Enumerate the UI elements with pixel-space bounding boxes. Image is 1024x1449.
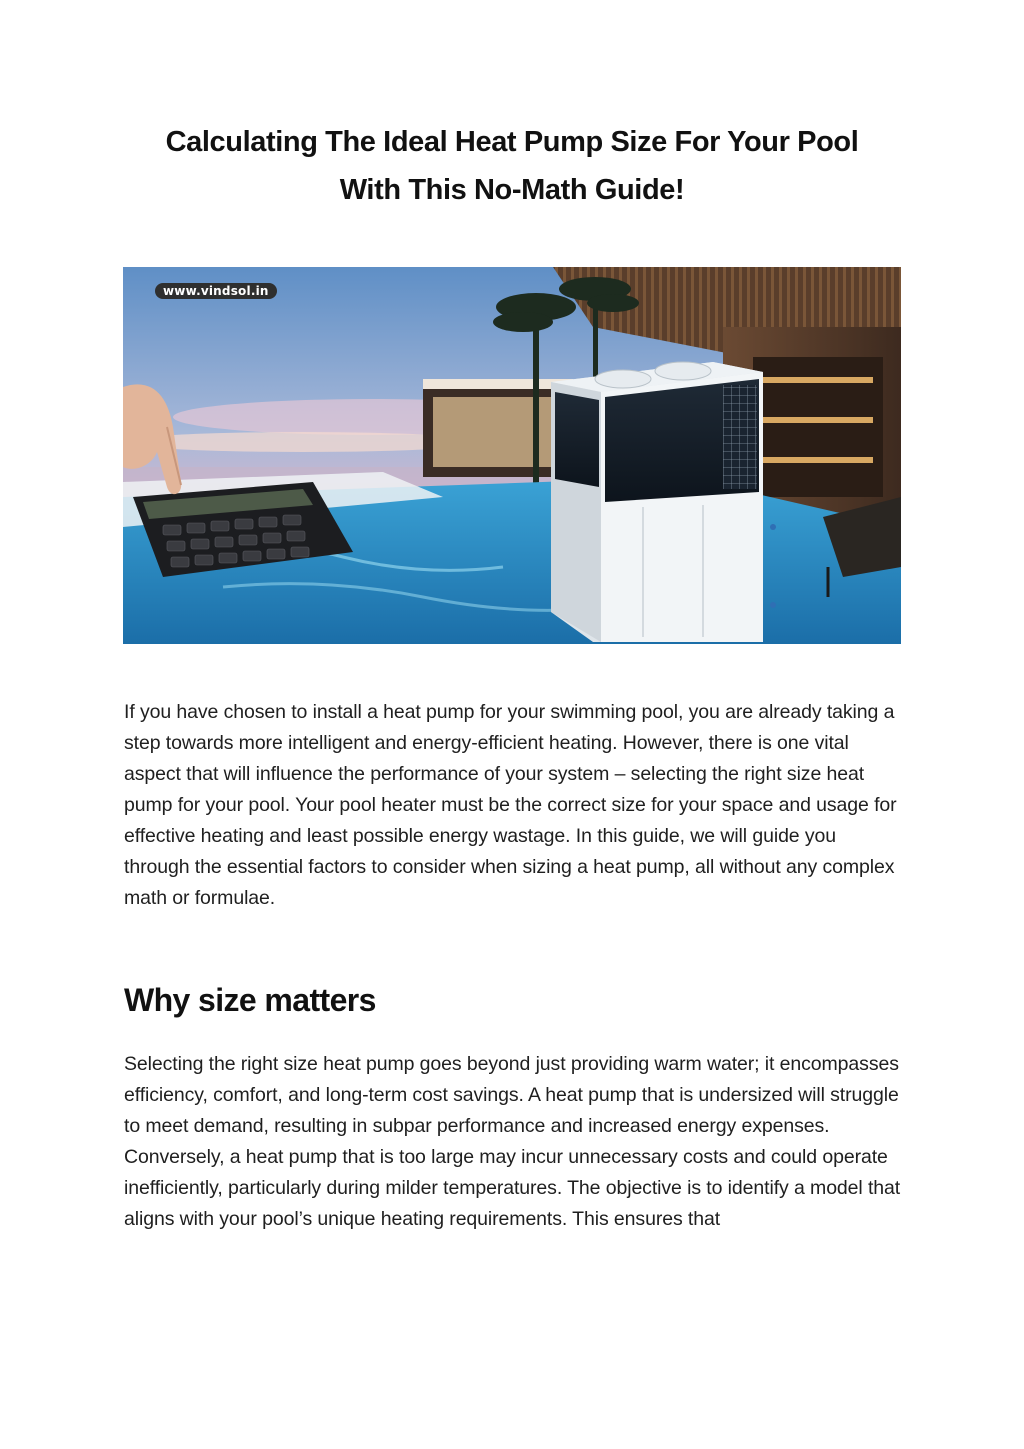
page-title [112, 118, 912, 214]
heat-pump-unit [551, 362, 776, 642]
watermark: www.vindsol.in [155, 283, 277, 299]
title-line-1: Calculating The Ideal Heat Pump Size For Your Pool [165, 126, 859, 158]
title-line-2: With This No-Math Guide! [339, 174, 685, 206]
hero-image [123, 267, 901, 644]
section-heading: Why size matters [124, 982, 376, 1018]
section-paragraph: Selecting the right size heat pump goes beyond just providing warm water; it encompasses efficiency, comfort, and long-term cost savings. A heat pump that is undersized will struggle to meet demand, resulting in subpar performance and increased energy expenses. Conversely, a heat pump that is too large may incur unnecessary costs and could operate inefficiently, particularly during milder temperatures. The objective is to identify a model that aligns with your pool’s unique heating requirements. This ensures that [124, 1053, 901, 1230]
hero-illustration [123, 267, 901, 644]
intro-paragraph: If you have chosen to install a heat pump for your swimming pool, you are already taking a step towards more intelligent and energy-efficient heating. However, there is one vital aspect that will influence the performance of your system – selecting the right size heat pump for your pool. Your pool heater must be the correct size for your space and usage for effective heating and least possible energy wastage. In this guide, we will guide you through the essential factors to consider when sizing a heat pump, all without any complex math or formulae. [124, 701, 897, 909]
